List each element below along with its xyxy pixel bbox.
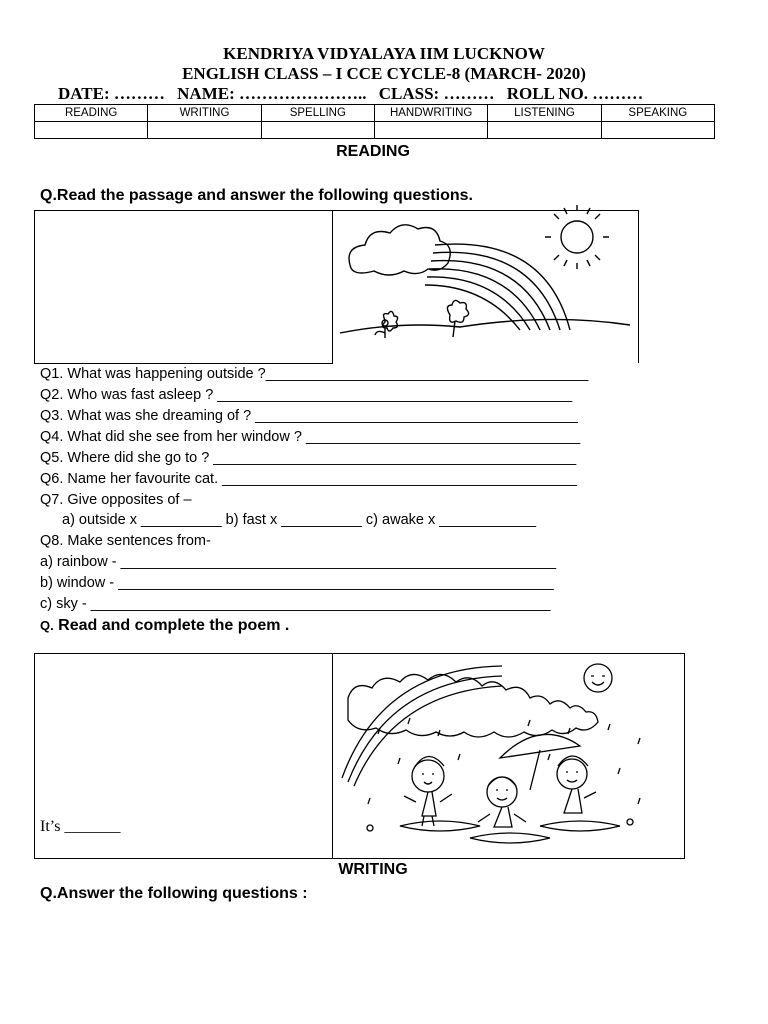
grade-cell[interactable] — [374, 122, 487, 139]
grade-header: WRITING — [148, 105, 261, 122]
poem-question-prefix: Q. — [40, 618, 54, 633]
grade-score-row — [35, 122, 715, 139]
grade-cell[interactable] — [601, 122, 714, 139]
date-field: DATE: ……… — [58, 84, 170, 103]
grade-table — [34, 104, 715, 139]
name-field: NAME: ………………….. — [177, 84, 371, 103]
roll-field: ROLL NO. ……… — [506, 84, 644, 103]
question-line: Q2. Who was fast asleep ? ____________________________________________ — [40, 387, 573, 403]
grade-header: SPEAKING — [601, 105, 714, 122]
passage-box — [34, 210, 333, 364]
class-field: CLASS: ……… — [378, 84, 499, 103]
grade-cell[interactable] — [148, 122, 261, 139]
writing-section-title: WRITING — [338, 861, 408, 878]
grade-header-row — [35, 105, 715, 122]
grade-cell[interactable] — [488, 122, 601, 139]
rain-children-illustration — [340, 658, 664, 854]
sentence-line: a) rainbow - ______________________________________________________ — [40, 554, 557, 570]
grade-header: SPELLING — [261, 105, 374, 122]
question-line: Q5. Where did she go to ? _____________________________________________ — [40, 450, 577, 466]
exam-title: ENGLISH CLASS – I CCE CYCLE-8 (MARCH- 2020) — [182, 64, 586, 83]
reading-section-title: READING — [336, 143, 410, 160]
poem-question-text: Read and complete the poem . — [53, 617, 290, 634]
question-line: Q3. What was she dreaming of ? ________________________________________ — [40, 408, 578, 424]
grade-cell[interactable] — [35, 122, 148, 139]
poem-line: It’s _______ — [40, 818, 121, 835]
question-line: Q6. Name her favourite cat. ____________________________________________ — [40, 471, 577, 487]
rainbow-sun-illustration — [335, 205, 635, 345]
grade-header: LISTENING — [488, 105, 601, 122]
student-info-line — [58, 84, 651, 104]
grade-header: READING — [35, 105, 148, 122]
grade-header: HANDWRITING — [374, 105, 487, 122]
opposites-line: a) outside x __________ b) fast x __________ c) awake x ____________ — [62, 512, 537, 528]
question-line: Q1. What was happening outside ?________________________________________ — [40, 366, 589, 382]
grade-cell[interactable] — [261, 122, 374, 139]
writing-question-heading: Q.Answer the following questions : — [40, 885, 308, 902]
poem-question-heading — [40, 617, 289, 635]
sentence-line: c) sky - _________________________________________________________ — [40, 596, 551, 612]
sentence-line: b) window - ______________________________________________________ — [40, 575, 554, 591]
question-line: Q7. Give opposites of – — [40, 492, 192, 508]
question-line: Q4. What did she see from her window ? __________________________________ — [40, 429, 581, 445]
school-name: KENDRIYA VIDYALAYA IIM LUCKNOW — [223, 44, 545, 63]
question-line: Q8. Make sentences from- — [40, 533, 211, 549]
reading-question-heading: Q.Read the passage and answer the following questions. — [40, 187, 473, 204]
